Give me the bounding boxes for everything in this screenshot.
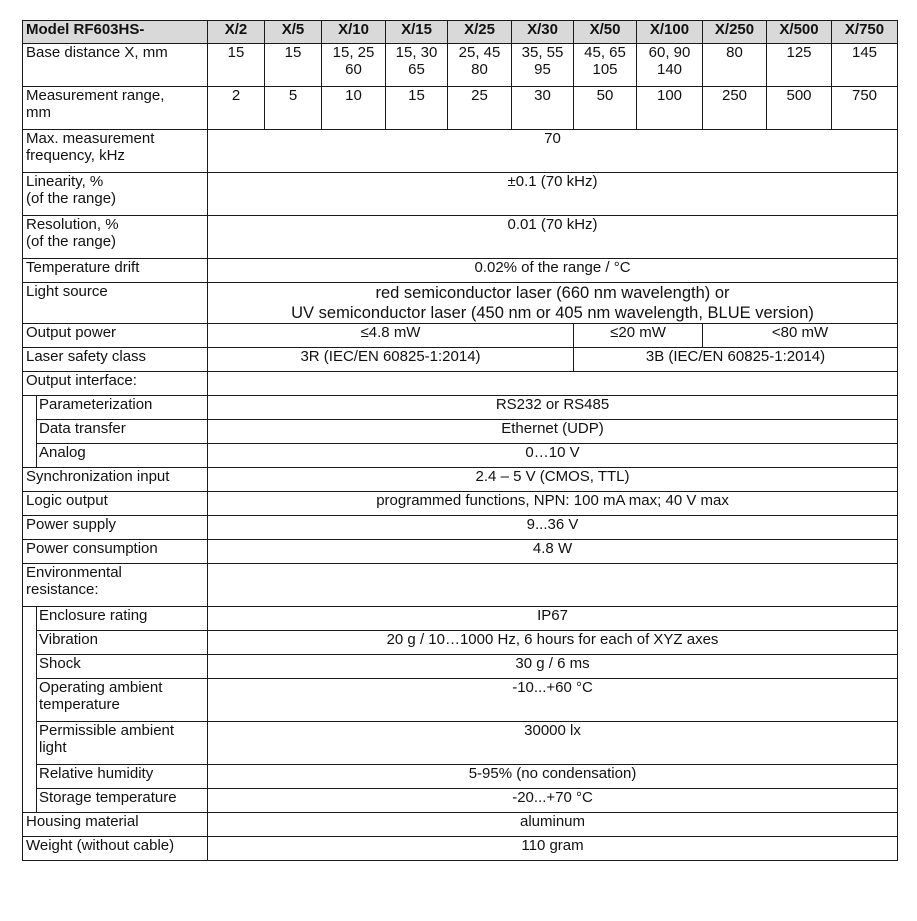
output-interface-empty — [208, 372, 898, 396]
output-power-value: ≤4.8 mW — [208, 324, 574, 348]
weight-label: Weight (without cable) — [23, 837, 208, 861]
indent-spacer — [23, 722, 37, 765]
column-header: X/10 — [322, 21, 386, 44]
base-distance-value: 145 — [832, 44, 898, 87]
base-distance-label: Base distance X, mm — [23, 44, 208, 87]
column-header: X/15 — [386, 21, 448, 44]
data-transfer-value: Ethernet (UDP) — [208, 420, 898, 444]
storage-temperature-label: Storage temperature — [37, 789, 208, 813]
power-consumption-label: Power consumption — [23, 540, 208, 564]
power-supply-label: Power supply — [23, 516, 208, 540]
housing-material-label: Housing material — [23, 813, 208, 837]
enclosure-rating-row — [23, 607, 898, 631]
base-distance-value: 35, 55 95 — [512, 44, 574, 87]
relative-humidity-label: Relative humidity — [37, 765, 208, 789]
temperature-drift-row — [23, 259, 898, 283]
logic-output-label: Logic output — [23, 492, 208, 516]
specifications-table — [22, 20, 898, 861]
light-source-row — [23, 283, 898, 324]
analog-label: Analog — [37, 444, 208, 468]
output-power-value: ≤20 mW — [574, 324, 703, 348]
storage-temperature-row — [23, 789, 898, 813]
column-header: X/25 — [448, 21, 512, 44]
output-power-row — [23, 324, 898, 348]
indent-spacer — [23, 765, 37, 789]
indent-spacer — [23, 789, 37, 813]
column-header: X/100 — [637, 21, 703, 44]
measurement-range-value: 500 — [767, 87, 832, 130]
environmental-empty — [208, 564, 898, 607]
housing-material-row — [23, 813, 898, 837]
base-distance-value: 25, 45 80 — [448, 44, 512, 87]
base-distance-value: 15 — [208, 44, 265, 87]
parameterization-row — [23, 396, 898, 420]
measurement-range-value: 750 — [832, 87, 898, 130]
output-interface-row — [23, 372, 898, 396]
base-distance-value: 15, 30 65 — [386, 44, 448, 87]
storage-temperature-value: -20...+70 °C — [208, 789, 898, 813]
column-header: X/250 — [703, 21, 767, 44]
logic-output-row — [23, 492, 898, 516]
sync-input-label: Synchronization input — [23, 468, 208, 492]
shock-value: 30 g / 6 ms — [208, 655, 898, 679]
base-distance-value: 15 — [265, 44, 322, 87]
output-interface-label: Output interface: — [23, 372, 208, 396]
resolution-row — [23, 216, 898, 259]
shock-label: Shock — [37, 655, 208, 679]
column-header: X/50 — [574, 21, 637, 44]
measurement-range-label: Measurement range, mm — [23, 87, 208, 130]
operating-temperature-label: Operating ambient temperature — [37, 679, 208, 722]
laser-safety-label: Laser safety class — [23, 348, 208, 372]
environmental-label: Environmental resistance: — [23, 564, 208, 607]
measurement-range-value: 5 — [265, 87, 322, 130]
vibration-label: Vibration — [37, 631, 208, 655]
measurement-range-value: 100 — [637, 87, 703, 130]
vibration-value: 20 g / 10…1000 Hz, 6 hours for each of XYZ axes — [208, 631, 898, 655]
output-power-value: <80 mW — [703, 324, 898, 348]
column-header: X/5 — [265, 21, 322, 44]
sync-input-value: 2.4 – 5 V (CMOS, TTL) — [208, 468, 898, 492]
measurement-range-row — [23, 87, 898, 130]
enclosure-rating-label: Enclosure rating — [37, 607, 208, 631]
light-source-label: Light source — [23, 283, 208, 324]
base-distance-value: 45, 65 105 — [574, 44, 637, 87]
laser-safety-value: 3R (IEC/EN 60825-1:2014) — [208, 348, 574, 372]
ambient-light-label: Permissible ambient light — [37, 722, 208, 765]
housing-material-value: aluminum — [208, 813, 898, 837]
max-frequency-value: 70 — [208, 130, 898, 173]
parameterization-label: Parameterization — [37, 396, 208, 420]
ambient-light-value: 30000 lx — [208, 722, 898, 765]
base-distance-row — [23, 44, 898, 87]
ambient-light-row — [23, 722, 898, 765]
measurement-range-value: 10 — [322, 87, 386, 130]
column-header: X/2 — [208, 21, 265, 44]
enclosure-rating-value: IP67 — [208, 607, 898, 631]
resolution-label: Resolution, % (of the range) — [23, 216, 208, 259]
base-distance-value: 15, 25 60 — [322, 44, 386, 87]
vibration-row — [23, 631, 898, 655]
indent-spacer — [23, 420, 37, 444]
logic-output-value: programmed functions, NPN: 100 mA max; 40 V max — [208, 492, 898, 516]
parameterization-value: RS232 or RS485 — [208, 396, 898, 420]
indent-spacer — [23, 655, 37, 679]
linearity-row — [23, 173, 898, 216]
indent-spacer — [23, 607, 37, 631]
base-distance-value: 80 — [703, 44, 767, 87]
measurement-range-value: 15 — [386, 87, 448, 130]
column-header: X/30 — [512, 21, 574, 44]
column-header: X/500 — [767, 21, 832, 44]
operating-temperature-row — [23, 679, 898, 722]
column-header: X/750 — [832, 21, 898, 44]
base-distance-value: 60, 90 140 — [637, 44, 703, 87]
measurement-range-value: 25 — [448, 87, 512, 130]
linearity-label: Linearity, % (of the range) — [23, 173, 208, 216]
laser-safety-value: 3B (IEC/EN 60825-1:2014) — [574, 348, 898, 372]
measurement-range-value: 2 — [208, 87, 265, 130]
sync-input-row — [23, 468, 898, 492]
model-header: Model RF603HS- — [23, 21, 208, 44]
relative-humidity-row — [23, 765, 898, 789]
measurement-range-value: 250 — [703, 87, 767, 130]
shock-row — [23, 655, 898, 679]
indent-spacer — [23, 444, 37, 468]
power-supply-row — [23, 516, 898, 540]
base-distance-value: 125 — [767, 44, 832, 87]
power-consumption-value: 4.8 W — [208, 540, 898, 564]
data-transfer-label: Data transfer — [37, 420, 208, 444]
analog-value: 0…10 V — [208, 444, 898, 468]
resolution-value: 0.01 (70 kHz) — [208, 216, 898, 259]
weight-value: 110 gram — [208, 837, 898, 861]
indent-spacer — [23, 679, 37, 722]
light-source-value: red semiconductor laser (660 nm wavelength) or UV semiconductor laser (450 nm or 405 nm wavelength, BLUE version) — [208, 283, 898, 324]
laser-safety-row — [23, 348, 898, 372]
measurement-range-value: 30 — [512, 87, 574, 130]
output-power-label: Output power — [23, 324, 208, 348]
power-supply-value: 9...36 V — [208, 516, 898, 540]
relative-humidity-value: 5-95% (no condensation) — [208, 765, 898, 789]
max-frequency-row — [23, 130, 898, 173]
temperature-drift-value: 0.02% of the range / °C — [208, 259, 898, 283]
header-row — [23, 21, 898, 44]
temperature-drift-label: Temperature drift — [23, 259, 208, 283]
linearity-value: ±0.1 (70 kHz) — [208, 173, 898, 216]
weight-row — [23, 837, 898, 861]
indent-spacer — [23, 631, 37, 655]
max-frequency-label: Max. measurement frequency, kHz — [23, 130, 208, 173]
environmental-row — [23, 564, 898, 607]
indent-spacer — [23, 396, 37, 420]
power-consumption-row — [23, 540, 898, 564]
operating-temperature-value: -10...+60 °C — [208, 679, 898, 722]
data-transfer-row — [23, 420, 898, 444]
measurement-range-value: 50 — [574, 87, 637, 130]
analog-row — [23, 444, 898, 468]
